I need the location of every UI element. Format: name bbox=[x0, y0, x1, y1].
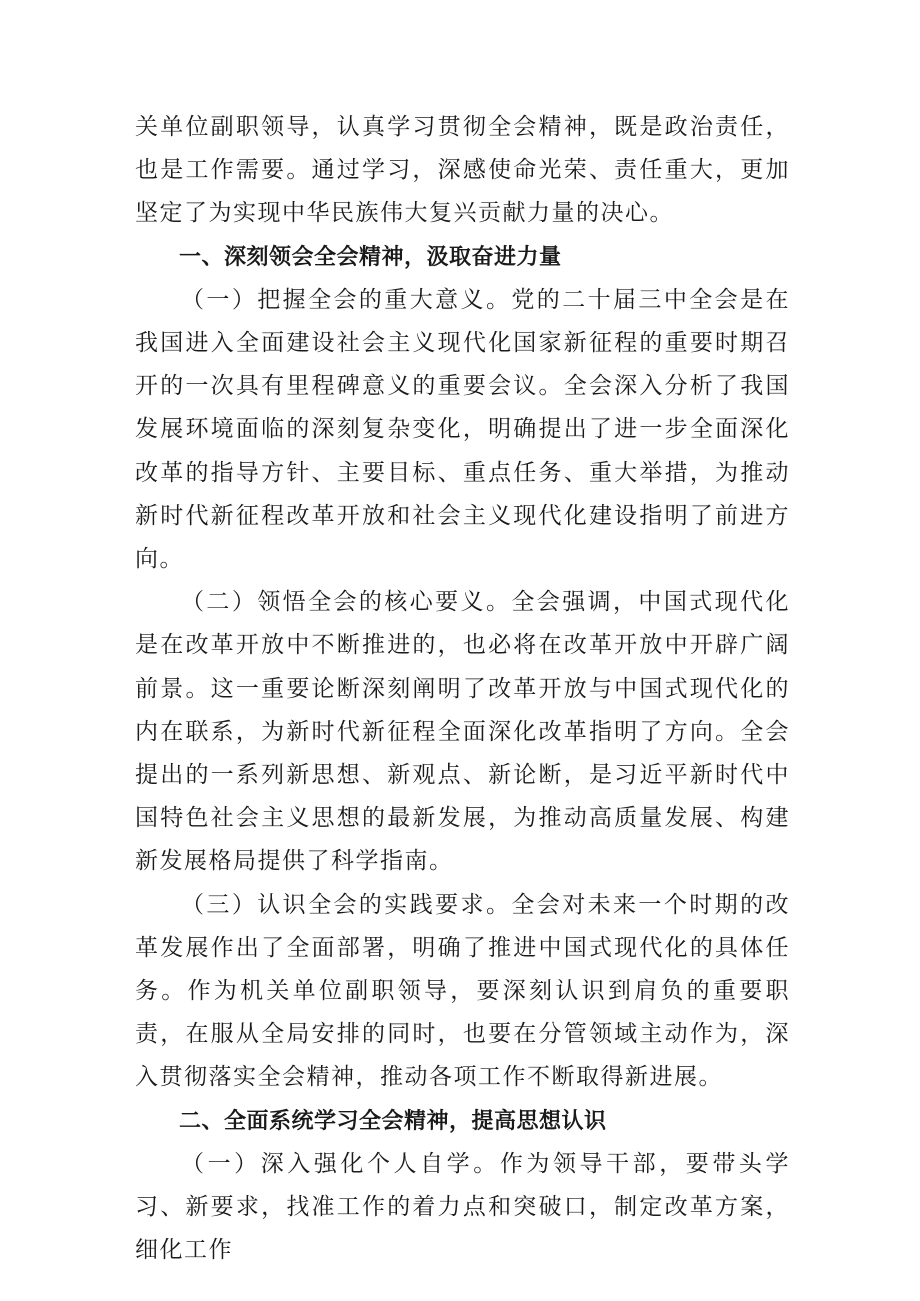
paragraph-continuation: 关单位副职领导，认真学习贯彻全会精神，既是政治责任，也是工作需要。通过学习，深感使命光荣、责任重大，更加坚定了为实现中华民族伟大复兴贡献力量的决心。 bbox=[135, 114, 790, 227]
section-heading-2: 二、全面系统学习全会精神，提高思想认识 bbox=[179, 1108, 607, 1134]
paragraph-1-2: （二）领悟全会的核心要义。全会强调，中国式现代化是在改革开放中不断推进的，也必将在改革开放中开辟广阔前景。这一重要论断深刻阐明了改革开放与中国式现代化的内在联系，为新时代新征程全面深化改革指明了方向。全会提出的一系列新思想、新观点、新论断，是习近平新时代中国特色社会主义思想的最新发展，为推动高质量发展、构建新发展格局提供了科学指南。 bbox=[135, 589, 790, 875]
paragraph-1-3: （三）认识全会的实践要求。全会对未来一个时期的改革发展作出了全面部署，明确了推进中国式现代化的具体任务。作为机关单位副职领导，要深刻认识到肩负的重要职责，在服从全局安排的同时，也要在分管领域主动作为，深入贯彻落实全会精神，推动各项工作不断取得新进展。 bbox=[135, 891, 790, 1091]
paragraph-2-1: （一）深入强化个人自学。作为领导干部，要带头学习、新要求，找准工作的着力点和突破口，制定改革方案，细化工作 bbox=[135, 1150, 790, 1264]
document-body bbox=[135, 106, 790, 1272]
section-heading-1: 一、深刻领会全会精神，汲取奋进力量 bbox=[179, 244, 562, 270]
paragraph-1-1: （一）把握全会的重大意义。党的二十届三中全会是在我国进入全面建设社会主义现代化国家新征程的重要时期召开的一次具有里程碑意义的重要会议。全会深入分析了我国发展环境面临的深刻复杂变化，明确提出了进一步全面深化改革的指导方针、主要目标、重点任务、重大举措，为推动新时代新征程改革开放和社会主义现代化建设指明了前进方向。 bbox=[135, 286, 790, 573]
